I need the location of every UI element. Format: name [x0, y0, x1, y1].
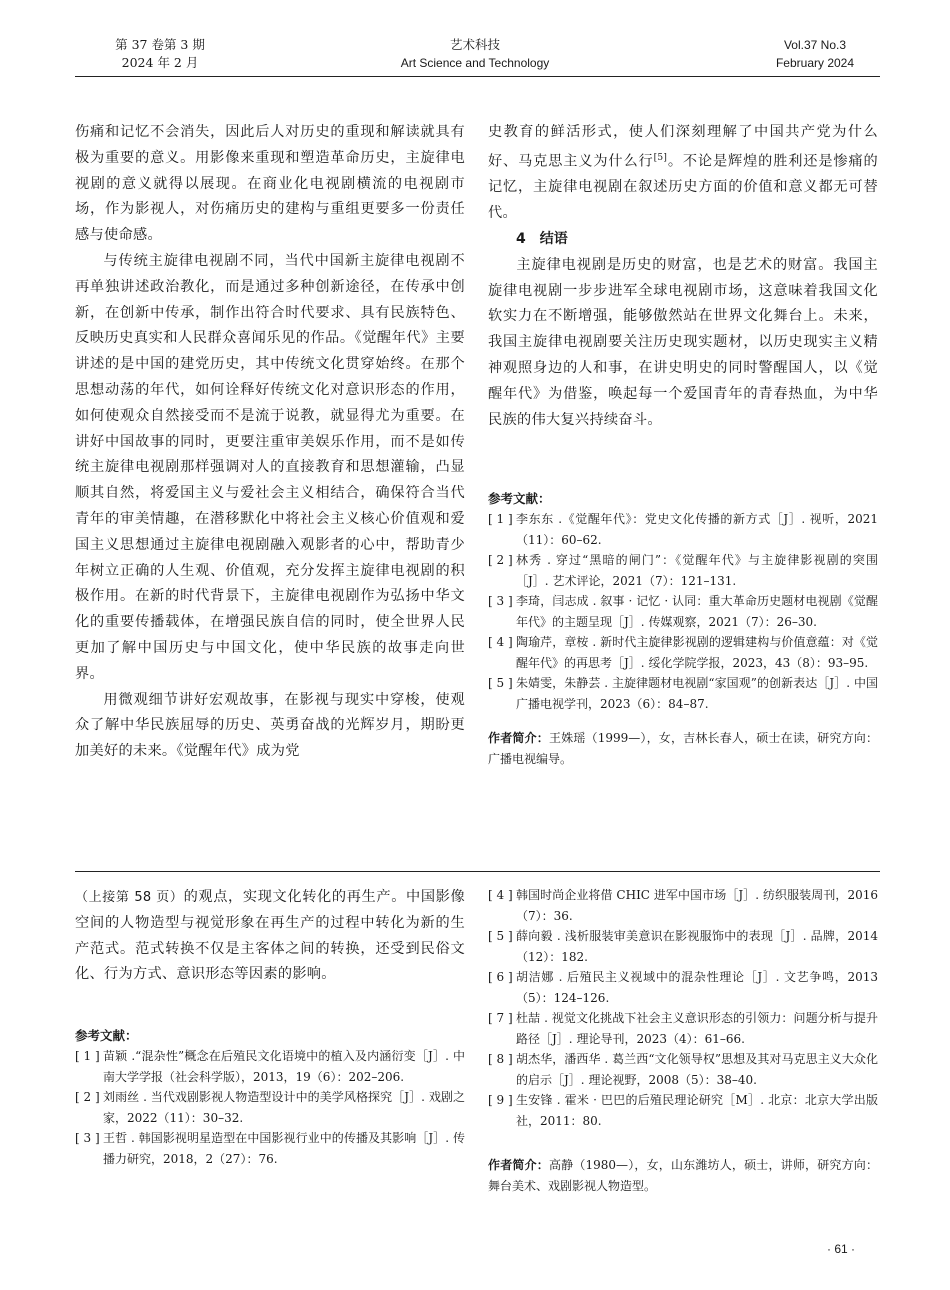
reference-text: 朱婧雯，朱静芸 . 主旋律题材电视剧“家国观”的创新表达［J］. 中国广播电视学刊，2023（6）：84–87. — [516, 676, 878, 711]
references-heading: 参考文献： — [488, 491, 551, 507]
author-bio-label: 作者简介： — [488, 1158, 549, 1172]
continued-from-label: （上接第 58 页） — [75, 890, 184, 905]
reference-number: [ 4 ] — [488, 888, 513, 902]
reference-number: [ 5 ] — [488, 929, 513, 943]
reference-text: 韩国时尚企业将借 CHIC 进军中国市场［J］. 纺织服装周刊，2016（7）：36. — [516, 888, 878, 923]
page-number: · 61 · — [826, 1242, 855, 1256]
issue-date: 2024 年 2 月 — [121, 55, 199, 70]
reference-item — [488, 591, 878, 632]
header-divider — [75, 76, 880, 77]
reference-text: 王哲 . 韩国影视明星造型在中国影视行业中的传播及其影响［J］. 传播力研究，2018，2（27）：76. — [103, 1131, 465, 1166]
body-paragraph: 伤痛和记忆不会消失，因此后人对历史的重现和解读就具有极为重要的意义。用影像来重现和塑造革命历史，主旋律电视剧的意义就得以展现。在商业化电视剧横流的电视剧市场，作为影视人，对伤痛历史的建构与重组更要多一份责任感与使命感。 — [75, 124, 465, 244]
body-paragraph: 主旋律电视剧是历史的财富，也是艺术的财富。我国主旋律电视剧一步步进军全球电视剧市场，这意味着我国文化软实力在不断增强，能够傲然站在世界文化舞台上。未来，我国主旋律电视剧要关注历史现实题材，以历史现实主义精神观照身边的人和事，在讲史明史的同时警醒国人，以《觉醒年代》为借鉴，唤起每一个爱国青年的青春热血，为中华民族的伟大复兴持续奋斗。 — [488, 256, 878, 428]
author-bio — [488, 1155, 878, 1197]
reference-text: 胡杰华，潘西华 . 葛兰西“文化领导权”思想及其对马克思主义大众化的启示［J］. 理论视野，2008（5）：38–40. — [516, 1052, 878, 1087]
journal-title-en: Art Science and Technology — [400, 56, 550, 70]
bottom-left-column — [75, 885, 465, 1169]
reference-number: [ 1 ] — [75, 1049, 100, 1064]
reference-number: [ 6 ] — [488, 970, 513, 984]
reference-item — [488, 885, 878, 926]
reference-item — [75, 1046, 465, 1087]
reference-item — [488, 509, 878, 550]
volume-issue-en: Vol.37 No.3 — [783, 38, 847, 52]
reference-text: 苗颖 .“混杂性”概念在后殖民文化语境中的植入及内涵衍变［J］. 中南大学学报（社会科学版），2013，19（6）：202–206. — [103, 1049, 465, 1084]
journal-volume-info — [95, 36, 225, 72]
reference-item — [488, 1090, 878, 1131]
author-bio-text: 王姝瑶（1999—），女，吉林长春人，硕士在读，研究方向：广播电视编导。 — [488, 731, 878, 767]
reference-item — [488, 967, 878, 1008]
volume-issue: 第 37 卷第 3 期 — [115, 37, 205, 52]
reference-list — [488, 885, 878, 1131]
reference-number: [ 3 ] — [75, 1131, 100, 1146]
author-bio-text: 高静（1980—），女，山东潍坊人，硕士，讲师，研究方向：舞台美术、戏剧影视人物造型。 — [488, 1158, 878, 1193]
section-number: 4 — [516, 230, 526, 247]
reference-number: [ 5 ] — [488, 676, 513, 691]
reference-text: 李东东 .《觉醒年代》：党史文化传播的新方式［J］. 视听，2021（11）：60–62. — [516, 512, 878, 547]
journal-title-cn: 艺术科技 — [449, 37, 500, 52]
reference-number: [ 4 ] — [488, 635, 513, 650]
reference-text: 杜喆 . 视觉文化挑战下社会主义意识形态的引领力：问题分析与提升路径［J］. 理论导刊，2023（4）：61–66. — [516, 1011, 878, 1046]
reference-item — [488, 550, 878, 591]
journal-volume-info-en — [755, 36, 875, 72]
top-left-column — [75, 120, 465, 765]
reference-text: 胡洁娜 . 后殖民主义视域中的混杂性理论［J］. 文艺争鸣，2013（5）：124–126. — [516, 970, 878, 1005]
reference-number: [ 2 ] — [488, 553, 513, 568]
reference-number: [ 8 ] — [488, 1052, 513, 1066]
reference-item — [488, 1049, 878, 1090]
bottom-right-column — [488, 885, 878, 1197]
reference-text: 刘雨丝 . 当代戏剧影视人物造型设计中的美学风格探究［J］. 戏剧之家，2022（11）：30–32. — [103, 1090, 465, 1125]
section-heading — [516, 227, 878, 253]
reference-item — [488, 926, 878, 967]
author-bio — [488, 728, 878, 770]
issue-date-en: February 2024 — [775, 56, 855, 70]
reference-text: 薛向毅 . 浅析服装审美意识在影视服饰中的表现［J］. 品牌，2014（12）：182. — [516, 929, 878, 964]
reference-item — [488, 1008, 878, 1049]
text-run: 史教育的鲜活形式，使人们深刻理解了中国共产党为什么好、马克思主义为什么行 — [488, 124, 878, 170]
section-title: 结语 — [539, 230, 568, 247]
journal-title — [380, 36, 570, 72]
reference-number: [ 3 ] — [488, 594, 513, 609]
body-paragraph: 用微观细节讲好宏观故事，在影视与现实中穿梭，使观众了解中华民族屈辱的历史、英勇奋战的光辉岁月，期盼更加美好的未来。《觉醒年代》成为党 — [75, 691, 465, 760]
text-run: 。不论是辉煌的胜利还是惨痛的记忆，主旋律电视剧在叙述历史方面的价值和意义都无可替代。 — [488, 153, 878, 222]
reference-item — [75, 1128, 465, 1169]
reference-text: 陶瑜芹，章桉 . 新时代主旋律影视剧的逻辑建构与价值意蕴：对《觉醒年代》的再思考［J］. 绥化学院学报，2023，43（8）：93–95. — [516, 635, 878, 670]
citation-ref: [5] — [653, 152, 668, 163]
references-heading: 参考文献： — [75, 1028, 138, 1044]
reference-item — [488, 673, 878, 714]
text-run: 的观点，实现文化转化的再生产。中国影像空间的人物造型与视觉形象在再生产的过程中转化为新的生产范式。范式转换不仅是主客体之间的转换，还受到民俗文化、行为方式、意识形态等因素的影响。 — [75, 889, 466, 983]
author-bio-label: 作者简介： — [488, 731, 549, 746]
reference-text: 李琦，闫志成 . 叙事 · 记忆 · 认同：重大革命历史题材电视剧《觉醒年代》的主题呈现［J］. 传媒观察，2021（7）：26–30. — [516, 594, 878, 629]
reference-text: 生安锋 . 霍米 · 巴巴的后殖民理论研究［M］. 北京：北京大学出版社，2011：80. — [516, 1093, 878, 1128]
body-paragraph — [488, 120, 878, 227]
body-paragraph: 与传统主旋律电视剧不同，当代中国新主旋律电视剧不再单独讲述政治教化，而是通过多种创新途径，在传承中创新，在创新中传承，制作出符合时代要求、具有民族特色、反映历史真实和人民群众喜闻乐见的作品。《觉醒年代》主要讲述的是中国的建党历史，其中传统文化贯穿始终。在那个思想动荡的年代，如何诠释好传统文化对意识形态的作用，如何使观众自然接受而不是流于说教，就显得尤为重要。在讲好中国故事的同时，更要注重审美娱乐作用，而不是如传统主旋律电视剧那样强调对人的直接教育和思想灌输，凸显顺其自然，将爱国主义与爱社会主义相结合，确保符合当代青年的审美情趣，在潜移默化中将社会主义核心价值观和爱国主义思想通过主旋律电视剧融入观影者的心中，帮助青少年树立正确的人生观、价值观，充分发挥主旋律电视剧的积极作用。在新的时代背景下，主旋律电视剧作为弘扬中华文化的重要传播载体，在增强民族自信的同时，使全世界人民更加了解中国历史与中国文化，使中华民族的故事走向世界。 — [75, 252, 465, 682]
section-divider — [75, 871, 880, 872]
reference-number: [ 2 ] — [75, 1090, 100, 1105]
reference-item — [488, 632, 878, 673]
reference-number: [ 9 ] — [488, 1093, 513, 1107]
top-right-column — [488, 120, 878, 770]
reference-list — [488, 509, 878, 714]
reference-number: [ 7 ] — [488, 1011, 513, 1025]
reference-number: [ 1 ] — [488, 512, 513, 527]
body-paragraph — [75, 885, 465, 988]
reference-item — [75, 1087, 465, 1128]
reference-list — [75, 1046, 465, 1169]
reference-text: 林秀 . 穿过“黑暗的闸门”：《觉醒年代》与主旋律影视剧的突围［J］. 艺术评论，2021（7）：121–131. — [516, 553, 878, 588]
